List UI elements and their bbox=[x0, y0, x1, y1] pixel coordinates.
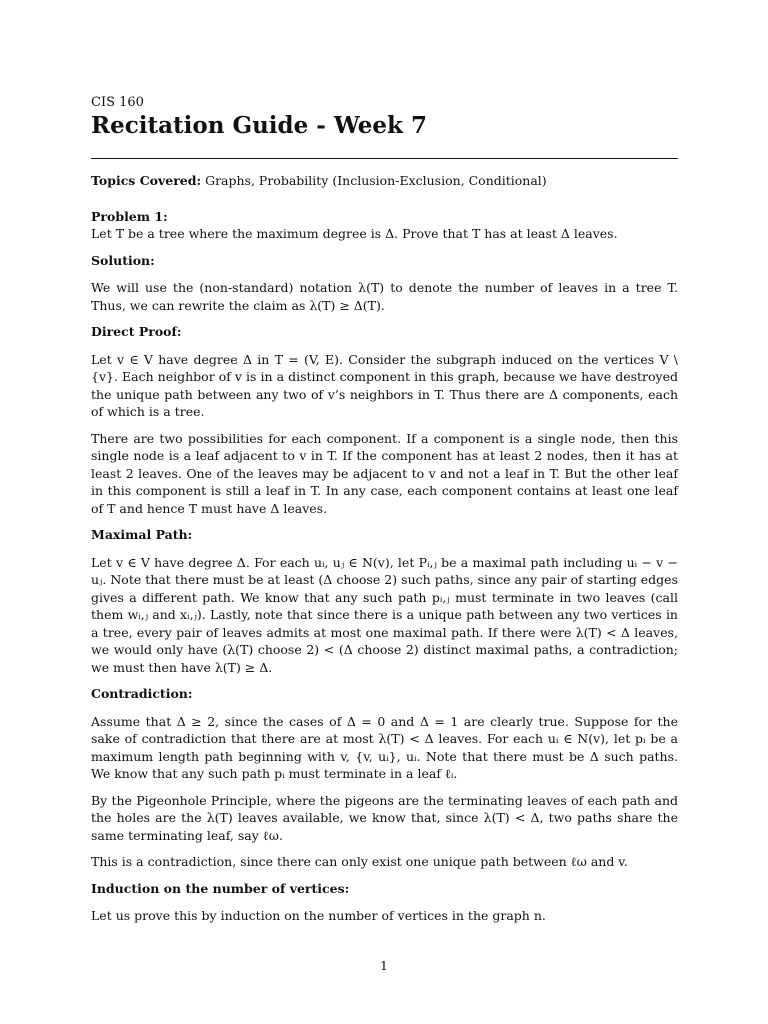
maximal-path-paragraph: Let v ∈ V have degree Δ. For each uᵢ, uⱼ ∈ N(v), let Pᵢ,ⱼ be a maximal path including uᵢ − v − uⱼ. Note that there must be at least (Δ choose 2) such paths, since any pair of starting edges gives a different path. We know that any such path pᵢ,ⱼ must terminate in two leaves (call them wᵢ,ⱼ and xᵢ,ⱼ). Lastly, note that since there is a unique path between any two vertices in a tree, every pair of leaves admits at most one maximal path. If there were λ(T) < Δ leaves, we would only have (λ(T) choose 2) < (Δ choose 2) distinct maximal paths, a contradiction; we must then have λ(T) ≥ Δ. bbox=[91, 554, 678, 675]
contradiction-paragraph-1: Assume that Δ ≥ 2, since the cases of Δ = 0 and Δ = 1 are clearly true. Suppose for the sake of contradiction that there are at most λ(T) < Δ leaves. For each uᵢ ∈ N(v), let pᵢ be a maximum length path beginning with v, {v, uᵢ}, uᵢ. Note that there must be Δ such paths. We know that any such path pᵢ must terminate in a leaf ℓᵢ. bbox=[91, 713, 678, 781]
page-number: 1 bbox=[380, 958, 388, 973]
maximal-path-heading: Maximal Path: bbox=[91, 527, 193, 542]
topics-line bbox=[91, 172, 678, 190]
direct-proof-paragraph-1: Let v ∈ V have degree Δ in T = (V, E). Consider the subgraph induced on the vertices V \ {v}. Each neighbor of v is in a distinct component in this graph, because we have destroyed the unique path between any two of v’s neighbors in T. Thus there are Δ components, each of which is a tree. bbox=[91, 351, 678, 419]
contradiction-heading: Contradiction: bbox=[91, 686, 193, 701]
page-title: Recitation Guide - Week 7 bbox=[91, 112, 427, 139]
course-code: CIS 160 bbox=[91, 95, 144, 110]
direct-proof-paragraph-2: There are two possibilities for each component. If a component is a single node, then this single node is a leaf adjacent to v in T. If the component has at least 2 nodes, then it has at least 2 leaves. One of the leaves may be adjacent to v and not a leaf in T. But the other leaf in this component is still a leaf in T. In any case, each component contains at least one leaf of T and hence T must have Δ leaves. bbox=[91, 430, 678, 516]
contradiction-paragraph-3: This is a contradiction, since there can only exist one unique path between ℓω and v. bbox=[91, 854, 628, 869]
problem-statement: Let T be a tree where the maximum degree is Δ. Prove that T has at least Δ leaves. bbox=[91, 226, 618, 241]
induction-paragraph: Let us prove this by induction on the number of vertices in the graph n. bbox=[91, 908, 546, 923]
document-body bbox=[91, 172, 678, 934]
topics-label: Topics Covered: bbox=[91, 173, 202, 188]
contradiction-paragraph-2: By the Pigeonhole Principle, where the pigeons are the terminating leaves of each path and the holes are the λ(T) leaves available, we know that, since λ(T) < Δ, two paths share the same terminating leaf, say ℓω. bbox=[91, 792, 678, 843]
problem-heading: Problem 1: bbox=[91, 208, 168, 224]
direct-proof-heading: Direct Proof: bbox=[91, 324, 182, 339]
title-divider bbox=[91, 158, 678, 159]
topics-text: Graphs, Probability (Inclusion-Exclusion, Conditional) bbox=[205, 173, 547, 188]
solution-text: We will use the (non-standard) notation λ(T) to denote the number of leaves in a tree T. Thus, we can rewrite the claim as λ(T) ≥ Δ(T). bbox=[91, 280, 678, 313]
solution-heading: Solution: bbox=[91, 252, 155, 268]
induction-heading: Induction on the number of vertices: bbox=[91, 880, 350, 896]
